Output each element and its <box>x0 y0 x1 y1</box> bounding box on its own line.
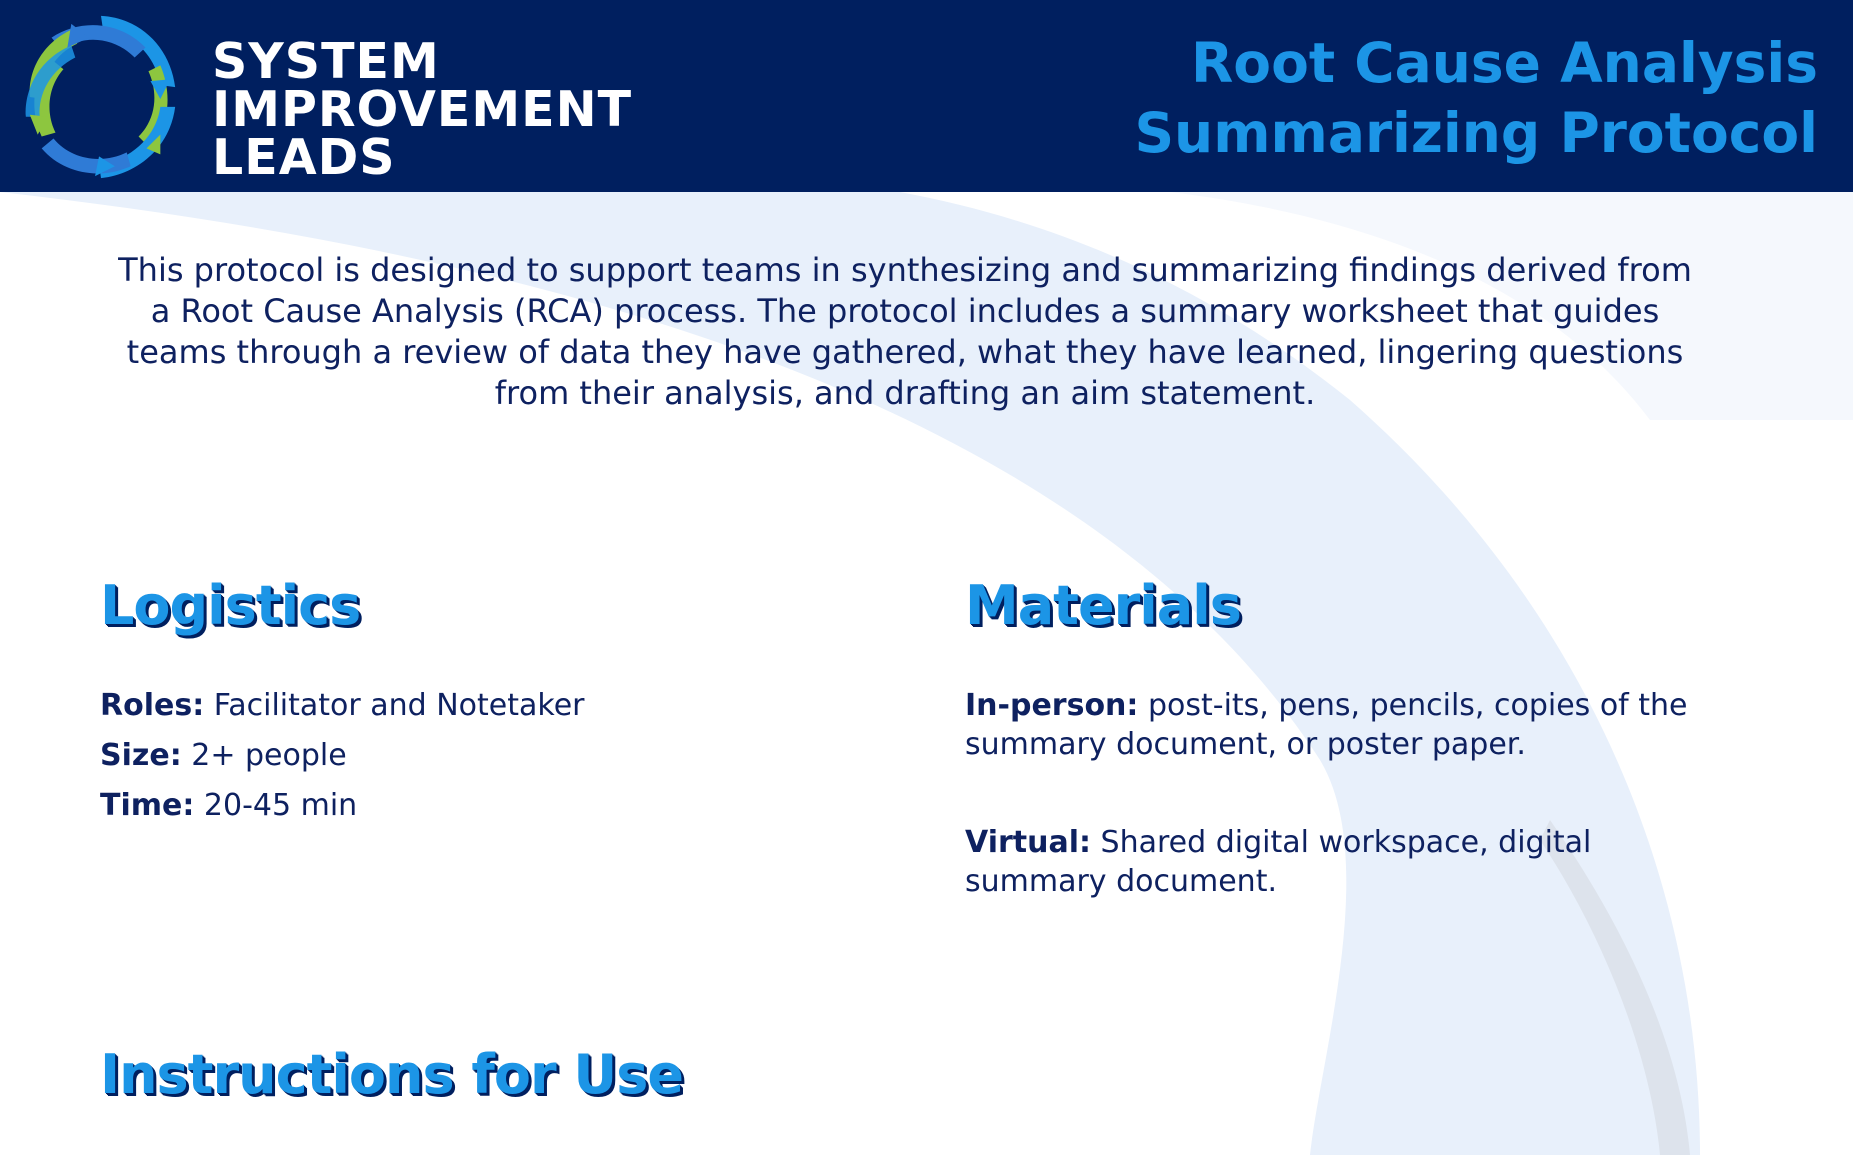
roles-value: Facilitator and Notetaker <box>213 688 585 723</box>
logistics-heading: Logistics <box>100 574 361 637</box>
materials-virtual <box>965 823 1725 901</box>
in-person-label: In-person: <box>965 688 1139 723</box>
logo-arrows-icon <box>12 8 190 186</box>
materials-list <box>965 686 1725 960</box>
logistics-time <box>100 786 585 836</box>
virtual-label: Virtual: <box>965 825 1091 860</box>
instructions-heading: Instructions for Use <box>100 1043 684 1106</box>
title-line: Summarizing Protocol <box>1134 101 1818 165</box>
title-line: Root Cause Analysis <box>1190 31 1818 95</box>
time-value: 20-45 min <box>203 788 358 823</box>
document-title <box>1134 28 1818 168</box>
brand-line: IMPROVEMENT <box>212 81 633 138</box>
logistics-list <box>100 686 585 836</box>
time-label: Time: <box>100 788 195 823</box>
logistics-size <box>100 736 585 786</box>
in-person-value: post-its, pens, pencils, copies of the summary document, or poster paper. <box>965 688 1688 762</box>
brand-name <box>212 33 633 186</box>
roles-label: Roles: <box>100 688 205 723</box>
size-value: 2+ people <box>191 738 347 773</box>
brand-line: LEADS <box>212 129 396 186</box>
materials-in-person <box>965 686 1725 764</box>
logistics-roles <box>100 686 585 736</box>
page-header <box>0 0 1853 192</box>
intro-paragraph: This protocol is designed to support teams in synthesizing and summarizing findings derived from a Root Cause Analysis (RCA) process. The protocol includes a summary worksheet that guides teams through a review of data they have gathered, what they have learned, lingering questions from their analysis, and drafting an aim statement. <box>118 251 1692 412</box>
materials-heading: Materials <box>965 574 1241 637</box>
brand-line: SYSTEM <box>212 33 440 90</box>
size-label: Size: <box>100 738 182 773</box>
virtual-value: Shared digital workspace, digital summary document. <box>965 825 1592 899</box>
